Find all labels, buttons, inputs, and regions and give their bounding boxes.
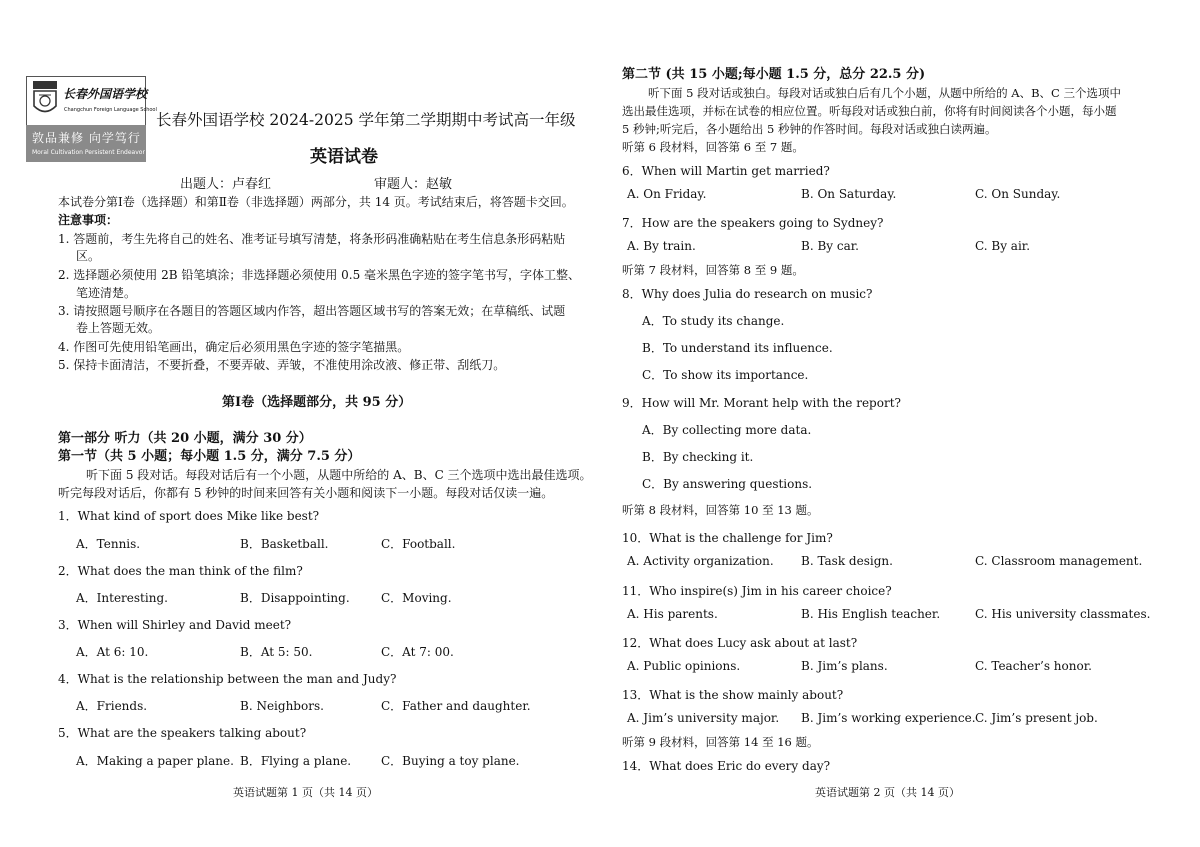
option-a: A. His parents. xyxy=(627,607,718,621)
option-c: C．Father and daughter. xyxy=(381,699,531,713)
option-c: C. Classroom management. xyxy=(975,554,1143,568)
part1-title: 第一部分 听力（共 20 小题，满分 30 分） xyxy=(58,431,312,446)
section2-instruction: 听下面 5 段对话或独白。每段对话或独白后有几个小题，从题中所给的 A、B、C 三个选项中 xyxy=(648,86,1121,100)
option-a: A．Friends. xyxy=(76,699,148,713)
note-line: 1. 答题前，考生先将自己的姓名、准考证号填写清楚，将条形码准确粘贴在考生信息条形码粘贴 xyxy=(58,232,566,246)
option-a: A. Jim’s university major. xyxy=(627,711,780,725)
option-b: B．Basketball. xyxy=(240,537,329,551)
option-a: A. On Friday. xyxy=(627,187,707,201)
note-line: 5. 保持卡面清洁，不要折叠，不要弄破、弄皱，不准使用涂改液、修正带、刮纸刀。 xyxy=(58,358,506,372)
option-b: B. Jim’s working experience. xyxy=(801,711,976,725)
question-stem: 13．What is the show mainly about? xyxy=(622,688,844,702)
question-stem: 2．What does the man think of the film? xyxy=(58,564,303,578)
section1-title: 第一节（共 5 小题；每小题 1.5 分，满分 7.5 分） xyxy=(58,449,361,464)
option-b: B．Disappointing. xyxy=(240,591,350,605)
material-note: 听第 6 段材料，回答第 6 至 7 题。 xyxy=(622,140,804,154)
option-a: A. Activity organization. xyxy=(627,554,774,568)
question-stem: 10．What is the challenge for Jim? xyxy=(622,531,833,545)
option-c: C. By air. xyxy=(975,239,1031,253)
option-a: A．Making a paper plane. xyxy=(76,754,234,768)
option-b: B. His English teacher. xyxy=(801,607,941,621)
option-b: B. Neighbors. xyxy=(240,699,324,713)
option-c: C. Teacher’s honor. xyxy=(975,659,1092,673)
section2-instruction: 5 秒钟;听完后，各小题给出 5 秒钟的作答时间。每段对话或独白读两遍。 xyxy=(622,122,997,136)
logo-header xyxy=(26,76,157,126)
exam-page-2 xyxy=(600,0,1200,847)
note-line: 区。 xyxy=(76,249,101,263)
question-stem: 7．How are the speakers going to Sydney? xyxy=(622,216,884,230)
option-c: C. His university classmates. xyxy=(975,607,1151,621)
note-line: 笔迹清楚。 xyxy=(76,286,137,300)
question-stem: 9．How will Mr. Morant help with the report? xyxy=(622,396,901,410)
question-stem: 12．What does Lucy ask about at last? xyxy=(622,636,858,650)
setter: 出题人：卢春红 xyxy=(180,177,272,192)
question-stem: 6．When will Martin get married? xyxy=(622,164,830,178)
page-footer: 英语试题第 1 页（共 14 页） xyxy=(233,786,378,799)
paper-intro: 本试卷分第Ⅰ卷（选择题）和第Ⅱ卷（非选择题）两部分，共 14 页。考试结束后，将答题卡交回。 xyxy=(58,195,574,209)
notes-heading: 注意事项： xyxy=(58,213,119,227)
question-stem: 8．Why does Julia do research on music? xyxy=(622,287,873,301)
option-b: B. Jim’s plans. xyxy=(801,659,888,673)
reviewer: 审题人：赵敏 xyxy=(374,177,453,192)
school-crest-icon xyxy=(32,80,58,118)
section2-title: 第二节 (共 15 小题;每小题 1.5 分，总分 22.5 分) xyxy=(622,67,926,82)
option-b: B．By checking it. xyxy=(642,450,754,464)
note-line: 4. 作图可先使用铅笔画出，确定后必须用黑色字迹的签字笔描黑。 xyxy=(58,340,410,354)
option-c: C．Football. xyxy=(381,537,456,551)
question-stem: 14．What does Eric do every day? xyxy=(622,759,831,773)
material-note: 听第 8 段材料，回答第 10 至 13 题。 xyxy=(622,503,819,517)
volume1-title: 第Ⅰ卷（选择题部分，共 95 分） xyxy=(222,395,412,410)
option-a: A. Public opinions. xyxy=(627,659,741,673)
option-c: C．Moving. xyxy=(381,591,452,605)
option-b: B. On Saturday. xyxy=(801,187,897,201)
option-c: C. On Sunday. xyxy=(975,187,1061,201)
school-name-english: Changchun Foreign Language School xyxy=(64,107,157,113)
logo-motto-band xyxy=(26,125,146,162)
note-line: 卷上答题无效。 xyxy=(76,321,161,335)
section2-instruction: 选出最佳选项，并标在试卷的相应位置。听每段对话或独白前，你将有时间阅读各个小题，每小题 xyxy=(622,104,1117,118)
option-a: A．Tennis. xyxy=(76,537,141,551)
question-stem: 4．What is the relationship between the man and Judy? xyxy=(58,672,397,686)
option-c: C．At 7: 00. xyxy=(381,645,454,659)
motto-english: Moral Cultivation Persistent Endeavor xyxy=(32,149,145,156)
option-c: C．Buying a toy plane. xyxy=(381,754,520,768)
school-name-script: 长春外国语学校 xyxy=(63,87,148,101)
option-b: B. Task design. xyxy=(801,554,893,568)
paper-title: 英语试卷 xyxy=(310,147,378,167)
question-stem: 1．What kind of sport does Mike like best? xyxy=(58,509,320,523)
motto-chinese: 敦品兼修 向学笃行 xyxy=(32,131,141,145)
question-stem: 3．When will Shirley and David meet? xyxy=(58,618,292,632)
option-b: B．To understand its influence. xyxy=(642,341,833,355)
material-note: 听第 7 段材料，回答第 8 至 9 题。 xyxy=(622,263,804,277)
option-a: A．To study its change. xyxy=(642,314,785,328)
question-stem: 5．What are the speakers talking about? xyxy=(58,726,307,740)
section1-instruction: 听完每段对话后，你都有 5 秒钟的时间来回答有关小题和阅读下一小题。每段对话仅读一遍。 xyxy=(58,486,554,500)
section1-instruction: 听下面 5 段对话。每段对话后有一个小题，从题中所给的 A、B、C 三个选项中选出最佳选项。 xyxy=(86,468,592,482)
option-a: A．Interesting. xyxy=(76,591,168,605)
option-a: A．At 6: 10. xyxy=(76,645,149,659)
note-line: 3. 请按照题号顺序在各题目的答题区域内作答，超出答题区域书写的答案无效；在草稿纸、试题 xyxy=(58,304,566,318)
option-a: A. By train. xyxy=(627,239,696,253)
option-b: B．At 5: 50. xyxy=(240,645,313,659)
option-a: A．By collecting more data. xyxy=(642,423,812,437)
option-c: C．To show its importance. xyxy=(642,368,809,382)
option-b: B．Flying a plane. xyxy=(240,754,352,768)
page-footer: 英语试题第 2 页（共 14 页） xyxy=(815,786,960,799)
note-line: 2. 选择题必须使用 2B 铅笔填涂；非选择题必须使用 0.5 毫米黑色字迹的签字笔书写，字体工整、 xyxy=(58,268,581,282)
question-stem: 11．Who inspire(s) Jim in his career choice? xyxy=(622,584,892,598)
material-note: 听第 9 段材料，回答第 14 至 16 题。 xyxy=(622,735,819,749)
option-c: C. Jim’s present job. xyxy=(975,711,1098,725)
school-logo xyxy=(26,76,157,162)
option-c: C．By answering questions. xyxy=(642,477,813,491)
option-b: B. By car. xyxy=(801,239,859,253)
exam-title: 长春外国语学校 2024-2025 学年第二学期期中考试高一年级 xyxy=(156,111,576,129)
